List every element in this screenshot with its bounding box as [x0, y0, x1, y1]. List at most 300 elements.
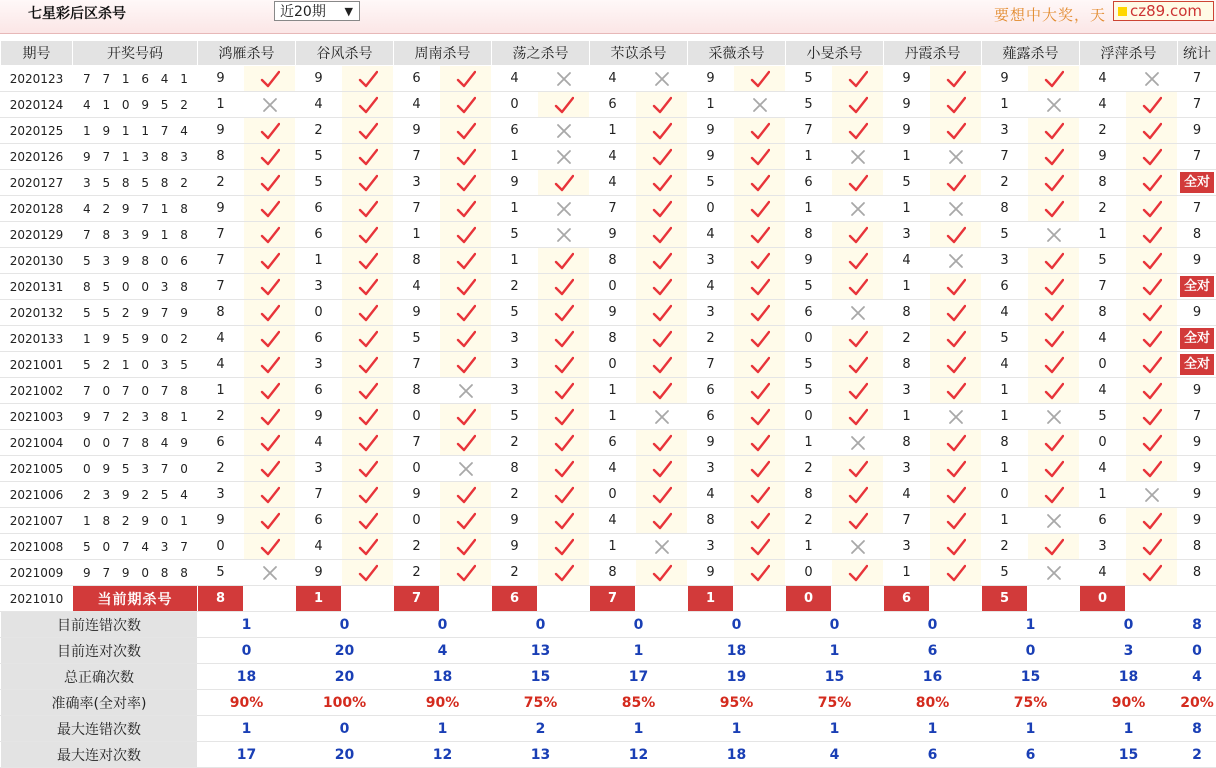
hit-mark	[1126, 300, 1178, 326]
kill-number: 2	[884, 326, 930, 352]
cross-icon	[850, 305, 866, 321]
draw-numbers-cell	[73, 456, 198, 482]
hit-mark	[342, 66, 394, 92]
kill-number: 2	[688, 326, 734, 352]
hit-mark	[1028, 326, 1080, 352]
draw-numbers: 0 0 7 8 4 9	[83, 435, 192, 450]
issue-cell: 2021005	[1, 456, 73, 482]
draw-numbers: 7 0 7 0 7 8	[83, 383, 192, 398]
draw-numbers: 2 3 9 2 5 4	[83, 487, 192, 502]
kill-number: 2	[786, 456, 832, 482]
hit-mark	[734, 300, 786, 326]
check-icon	[554, 330, 574, 348]
table-row	[1, 92, 1216, 118]
kill-number: 5	[786, 378, 832, 404]
draw-numbers-cell	[73, 404, 198, 430]
issue-cell: 2021008	[1, 534, 73, 560]
check-icon	[750, 122, 770, 140]
kill-number: 0	[394, 456, 440, 482]
hit-mark	[1126, 534, 1178, 560]
kill-number: 0	[688, 196, 734, 222]
cross-icon	[654, 71, 670, 87]
summary-label: 目前连错次数	[1, 612, 198, 638]
check-icon	[652, 200, 672, 218]
stat-cell: 8	[1178, 534, 1216, 560]
cross-icon	[850, 435, 866, 451]
kill-number: 2	[198, 456, 244, 482]
kill-number: 8	[786, 222, 832, 248]
hit-mark	[342, 170, 394, 196]
hit-mark	[636, 300, 688, 326]
miss-mark	[636, 404, 688, 430]
kill-number: 0	[590, 352, 636, 378]
hit-mark	[832, 352, 884, 378]
hit-mark	[636, 222, 688, 248]
hit-mark	[930, 170, 982, 196]
summary-value: 75%	[786, 690, 884, 716]
table-row	[1, 430, 1216, 456]
kill-number: 4	[492, 66, 538, 92]
draw-numbers-cell	[73, 66, 198, 92]
draw-numbers-cell	[73, 170, 198, 196]
hit-mark	[832, 92, 884, 118]
hit-mark	[244, 118, 296, 144]
check-icon	[750, 278, 770, 296]
kill-number: 5	[786, 274, 832, 300]
summary-value: 20	[296, 664, 394, 690]
kill-number: 5	[1080, 404, 1126, 430]
summary-value: 0	[492, 612, 590, 638]
kill-number: 2	[198, 404, 244, 430]
slogan-text: 要想中大奖，天	[994, 6, 1107, 24]
hit-mark	[440, 404, 492, 430]
kill-number: 0	[786, 326, 832, 352]
hit-mark	[440, 170, 492, 196]
current-kill-number: 6	[492, 586, 538, 612]
hit-mark	[1126, 170, 1178, 196]
summary-value: 15	[982, 664, 1080, 690]
summary-value: 90%	[198, 690, 296, 716]
kill-number: 1	[492, 144, 538, 170]
summary-value: 15	[492, 664, 590, 690]
check-icon	[456, 96, 476, 114]
check-icon	[260, 278, 280, 296]
hit-mark	[342, 508, 394, 534]
draw-numbers: 1 9 5 9 0 2	[83, 331, 192, 346]
miss-mark	[832, 534, 884, 560]
kill-number: 4	[982, 352, 1028, 378]
summary-value: 17	[590, 664, 688, 690]
issue-cell: 2021006	[1, 482, 73, 508]
hit-mark	[342, 534, 394, 560]
check-icon	[848, 70, 868, 88]
check-icon	[1142, 278, 1162, 296]
check-icon	[652, 512, 672, 530]
issue-cell: 2021001	[1, 352, 73, 378]
hit-mark	[930, 326, 982, 352]
all-correct-badge: 全对	[1180, 276, 1214, 297]
kill-number: 2	[492, 482, 538, 508]
hit-mark	[244, 430, 296, 456]
hit-mark	[538, 560, 590, 586]
kill-number: 1	[394, 222, 440, 248]
cross-icon	[458, 461, 474, 477]
hit-mark	[538, 300, 590, 326]
check-icon	[946, 226, 966, 244]
stat-cell: 7	[1178, 404, 1216, 430]
cross-icon	[850, 539, 866, 555]
hit-mark	[734, 248, 786, 274]
hit-mark	[1126, 430, 1178, 456]
kill-number: 3	[688, 300, 734, 326]
kill-number: 1	[884, 274, 930, 300]
kill-number: 8	[786, 482, 832, 508]
check-icon	[750, 460, 770, 478]
kill-number: 5	[982, 222, 1028, 248]
hit-mark	[734, 196, 786, 222]
hit-mark	[440, 326, 492, 352]
summary-value: 4	[394, 638, 492, 664]
miss-mark	[538, 222, 590, 248]
check-icon	[260, 408, 280, 426]
summary-value: 16	[884, 664, 982, 690]
column-header: 谷风杀号	[296, 41, 394, 66]
hit-mark	[538, 248, 590, 274]
cross-icon	[850, 149, 866, 165]
kill-number: 3	[884, 222, 930, 248]
kill-number: 9	[688, 560, 734, 586]
hit-mark	[440, 66, 492, 92]
summary-value: 12	[394, 742, 492, 768]
current-kill-blank	[538, 586, 590, 612]
hit-mark	[342, 118, 394, 144]
issue-cell: 2020124	[1, 92, 73, 118]
hit-mark	[832, 560, 884, 586]
kill-number: 2	[492, 560, 538, 586]
check-icon	[358, 200, 378, 218]
stat-cell: 9	[1178, 456, 1216, 482]
table-row	[1, 508, 1216, 534]
current-kill-label: 当前期杀号	[73, 586, 198, 612]
hit-mark	[636, 248, 688, 274]
issue-cell: 2021007	[1, 508, 73, 534]
summary-value: 0	[590, 612, 688, 638]
check-icon	[750, 304, 770, 322]
summary-label: 最大连错次数	[1, 716, 198, 742]
check-icon	[260, 434, 280, 452]
kill-number: 9	[688, 144, 734, 170]
summary-value: 18	[198, 664, 296, 690]
table-row	[1, 170, 1216, 196]
check-icon	[456, 200, 476, 218]
kill-number: 9	[590, 300, 636, 326]
draw-numbers-cell	[73, 118, 198, 144]
check-icon	[750, 538, 770, 556]
miss-mark	[930, 248, 982, 274]
summary-label: 准确率(全对率)	[1, 690, 198, 716]
stat-cell: 9	[1178, 482, 1216, 508]
kill-number: 4	[296, 92, 342, 118]
summary-value: 1	[786, 638, 884, 664]
kill-number: 8	[982, 430, 1028, 456]
summary-value: 3	[1080, 638, 1178, 664]
check-icon	[260, 122, 280, 140]
check-icon	[848, 356, 868, 374]
summary-value: 0	[296, 716, 394, 742]
summary-value: 19	[688, 664, 786, 690]
check-icon	[1142, 408, 1162, 426]
kill-number: 9	[688, 118, 734, 144]
summary-value: 0	[786, 612, 884, 638]
kill-number: 3	[394, 170, 440, 196]
table-row	[1, 326, 1216, 352]
check-icon	[554, 434, 574, 452]
hit-mark	[538, 170, 590, 196]
kill-number: 4	[688, 222, 734, 248]
cross-icon	[948, 149, 964, 165]
kill-number: 7	[688, 352, 734, 378]
kill-number: 1	[786, 196, 832, 222]
kill-number: 6	[1080, 508, 1126, 534]
summary-row	[1, 612, 1216, 638]
kill-number-table	[0, 40, 1216, 768]
summary-value: 1	[982, 612, 1080, 638]
check-icon	[652, 226, 672, 244]
kill-number: 5	[492, 222, 538, 248]
issue-cell: 2021009	[1, 560, 73, 586]
check-icon	[260, 226, 280, 244]
kill-number: 1	[590, 534, 636, 560]
check-icon	[554, 408, 574, 426]
hit-mark	[832, 118, 884, 144]
miss-mark	[440, 378, 492, 404]
kill-number: 3	[884, 378, 930, 404]
hit-mark	[636, 430, 688, 456]
kill-number: 8	[394, 378, 440, 404]
kill-number: 4	[590, 456, 636, 482]
check-icon	[456, 226, 476, 244]
draw-numbers: 9 7 2 3 8 1	[83, 409, 192, 424]
hit-mark	[244, 144, 296, 170]
hit-mark	[244, 222, 296, 248]
check-icon	[1044, 538, 1064, 556]
current-kill-blank	[440, 586, 492, 612]
check-icon	[652, 252, 672, 270]
hit-mark	[734, 404, 786, 430]
hit-mark	[1126, 456, 1178, 482]
check-icon	[750, 70, 770, 88]
miss-mark	[636, 66, 688, 92]
draw-numbers-cell	[73, 196, 198, 222]
hit-mark	[1126, 560, 1178, 586]
kill-number: 0	[1080, 430, 1126, 456]
check-icon	[456, 252, 476, 270]
check-icon	[358, 174, 378, 192]
check-icon	[554, 304, 574, 322]
hit-mark	[1028, 144, 1080, 170]
check-icon	[456, 538, 476, 556]
hit-mark	[1126, 144, 1178, 170]
check-icon	[358, 460, 378, 478]
hit-mark	[1126, 196, 1178, 222]
kill-number: 6	[786, 300, 832, 326]
check-icon	[652, 486, 672, 504]
issue-cell: 2021002	[1, 378, 73, 404]
draw-numbers: 1 9 1 1 7 4	[83, 123, 192, 138]
check-icon	[848, 96, 868, 114]
hit-mark	[734, 560, 786, 586]
check-icon	[260, 330, 280, 348]
hit-mark	[538, 534, 590, 560]
hit-mark	[1028, 534, 1080, 560]
hit-mark	[244, 482, 296, 508]
kill-number: 2	[1080, 196, 1126, 222]
kill-number: 7	[198, 222, 244, 248]
column-header: 采薇杀号	[688, 41, 786, 66]
hit-mark	[636, 352, 688, 378]
kill-number: 1	[884, 404, 930, 430]
check-icon	[848, 278, 868, 296]
kill-number: 4	[1080, 560, 1126, 586]
kill-number: 1	[884, 560, 930, 586]
kill-number: 4	[198, 352, 244, 378]
draw-numbers: 4 2 9 7 1 8	[83, 201, 192, 216]
stat-cell: 8	[1178, 560, 1216, 586]
hit-mark	[636, 92, 688, 118]
miss-mark	[538, 66, 590, 92]
kill-number: 7	[296, 482, 342, 508]
stat-cell: 7	[1178, 144, 1216, 170]
hit-mark	[1028, 482, 1080, 508]
check-icon	[358, 252, 378, 270]
kill-number: 4	[296, 534, 342, 560]
hit-mark	[440, 430, 492, 456]
hit-mark	[244, 404, 296, 430]
summary-value: 13	[492, 742, 590, 768]
kill-number: 6	[590, 92, 636, 118]
hit-mark	[734, 118, 786, 144]
draw-numbers: 5 2 1 0 3 5	[83, 357, 192, 372]
kill-number: 2	[1080, 118, 1126, 144]
hit-mark	[1028, 456, 1080, 482]
hit-mark	[342, 196, 394, 222]
draw-numbers: 8 5 0 0 3 8	[83, 279, 192, 294]
kill-number: 8	[198, 144, 244, 170]
summary-value: 90%	[394, 690, 492, 716]
kill-number: 7	[394, 352, 440, 378]
kill-number: 1	[982, 92, 1028, 118]
column-header: 小旻杀号	[786, 41, 884, 66]
check-icon	[750, 226, 770, 244]
hit-mark	[832, 66, 884, 92]
hit-mark	[1126, 326, 1178, 352]
draw-numbers-cell	[73, 508, 198, 534]
hit-mark	[734, 534, 786, 560]
check-icon	[750, 148, 770, 166]
summary-value: 1	[1080, 716, 1178, 742]
current-kill-blank	[1028, 586, 1080, 612]
hit-mark	[440, 352, 492, 378]
table-header-row	[1, 41, 1216, 66]
hit-mark	[440, 482, 492, 508]
column-header: 期号	[1, 41, 73, 66]
draw-numbers-cell	[73, 430, 198, 456]
check-icon	[652, 304, 672, 322]
draw-numbers: 9 7 9 0 8 8	[83, 565, 192, 580]
kill-number: 8	[884, 430, 930, 456]
hit-mark	[538, 274, 590, 300]
kill-number: 8	[884, 352, 930, 378]
column-header: 薤露杀号	[982, 41, 1080, 66]
check-icon	[554, 96, 574, 114]
hit-mark	[930, 352, 982, 378]
draw-numbers: 4 1 0 9 5 2	[83, 97, 192, 112]
stat-cell	[1178, 170, 1216, 196]
stat-cell: 9	[1178, 118, 1216, 144]
kill-number: 0	[394, 404, 440, 430]
kill-number: 1	[590, 404, 636, 430]
check-icon	[358, 538, 378, 556]
column-header: 周南杀号	[394, 41, 492, 66]
hit-mark	[538, 352, 590, 378]
kill-number: 4	[394, 274, 440, 300]
kill-number: 4	[198, 326, 244, 352]
site-logo[interactable]: cz89.com	[1113, 1, 1214, 21]
current-issue-cell: 2021010	[1, 586, 73, 612]
cross-icon	[262, 565, 278, 581]
draw-numbers: 5 3 9 8 0 6	[83, 253, 192, 268]
check-icon	[946, 304, 966, 322]
kill-number: 3	[296, 456, 342, 482]
check-icon	[554, 252, 574, 270]
summary-stat: 8	[1178, 716, 1216, 742]
hit-mark	[734, 430, 786, 456]
hit-mark	[1126, 118, 1178, 144]
draw-numbers: 5 0 7 4 3 7	[83, 539, 192, 554]
summary-value: 80%	[884, 690, 982, 716]
check-icon	[1142, 564, 1162, 582]
check-icon	[946, 330, 966, 348]
hit-mark	[930, 92, 982, 118]
check-icon	[554, 564, 574, 582]
check-icon	[260, 70, 280, 88]
issue-cell: 2020127	[1, 170, 73, 196]
kill-number: 4	[590, 508, 636, 534]
kill-number: 5	[688, 170, 734, 196]
kill-number: 3	[688, 534, 734, 560]
check-icon	[1044, 278, 1064, 296]
kill-number: 7	[786, 118, 832, 144]
check-icon	[456, 408, 476, 426]
hit-mark	[244, 456, 296, 482]
hit-mark	[636, 378, 688, 404]
table-row	[1, 66, 1216, 92]
hit-mark	[734, 456, 786, 482]
period-select[interactable]	[274, 1, 360, 21]
check-icon	[358, 70, 378, 88]
kill-number: 8	[394, 248, 440, 274]
check-icon	[946, 512, 966, 530]
hit-mark	[440, 248, 492, 274]
summary-label: 总正确次数	[1, 664, 198, 690]
summary-value: 2	[492, 716, 590, 742]
check-icon	[848, 330, 868, 348]
hit-mark	[832, 248, 884, 274]
summary-value: 0	[688, 612, 786, 638]
draw-numbers: 7 8 3 9 1 8	[83, 227, 192, 242]
summary-value: 12	[590, 742, 688, 768]
kill-number: 1	[884, 144, 930, 170]
